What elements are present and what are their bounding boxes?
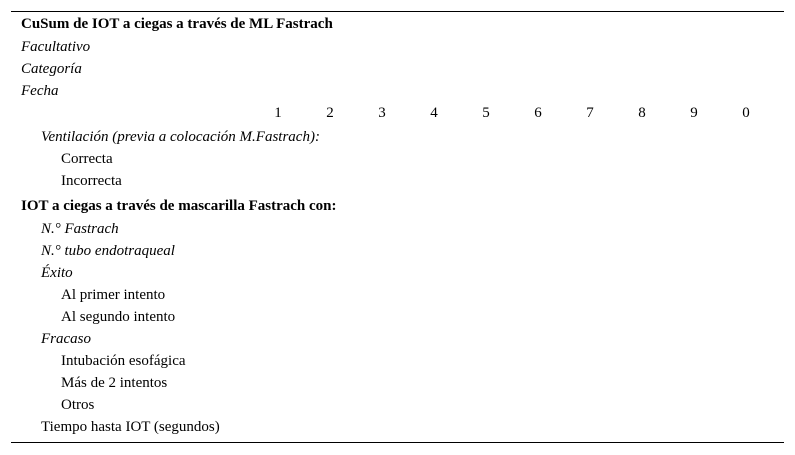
correcta-row xyxy=(11,148,784,170)
exito-row xyxy=(11,262,784,284)
column-number: 7 xyxy=(586,105,594,121)
column-number: 5 xyxy=(482,105,490,121)
column-header-row xyxy=(11,102,784,124)
segundo-intento-row xyxy=(11,306,784,328)
n-fastrach-label: N.° Fastrach xyxy=(41,221,119,237)
intubacion-esofagica-label: Intubación esofágica xyxy=(61,353,186,369)
n-fastrach-row xyxy=(11,218,784,240)
otros-row xyxy=(11,394,784,416)
otros-label: Otros xyxy=(61,397,95,413)
exito-label: Éxito xyxy=(41,265,73,281)
facultativo-label: Facultativo xyxy=(21,39,91,55)
primer-intento-label: Al primer intento xyxy=(61,287,166,303)
column-number: 4 xyxy=(430,105,438,121)
categoria-row xyxy=(11,58,784,80)
column-number: 9 xyxy=(690,105,698,121)
mas-de-2-row xyxy=(11,372,784,394)
fecha-row xyxy=(11,80,784,102)
segundo-intento-label: Al segundo intento xyxy=(61,309,176,325)
title-row xyxy=(11,13,784,35)
mas-de-2-label: Más de 2 intentos xyxy=(61,375,168,391)
n-tubo-row xyxy=(11,240,784,262)
incorrecta-label: Incorrecta xyxy=(61,173,122,189)
column-number: 8 xyxy=(638,105,646,121)
n-tubo-label: N.° tubo endotraqueal xyxy=(41,243,175,259)
facultativo-row xyxy=(11,36,784,58)
fecha-label: Fecha xyxy=(21,83,59,99)
correcta-label: Correcta xyxy=(61,151,113,167)
fracaso-label: Fracaso xyxy=(41,331,91,347)
iot-heading: IOT a ciegas a través de mascarilla Fastrach con: xyxy=(21,198,337,214)
column-number: 6 xyxy=(534,105,542,121)
fracaso-row xyxy=(11,328,784,350)
ventilacion-label: Ventilación (previa a colocación M.Fastrach): xyxy=(41,129,320,145)
primer-intento-row xyxy=(11,284,784,306)
intubacion-esofagica-row xyxy=(11,350,784,372)
tiempo-row xyxy=(11,416,784,438)
cusum-table xyxy=(11,11,784,443)
column-number: 2 xyxy=(326,105,334,121)
incorrecta-row xyxy=(11,170,784,192)
column-number: 3 xyxy=(378,105,386,121)
iot-heading-row xyxy=(11,195,784,217)
categoria-label: Categoría xyxy=(21,61,82,77)
tiempo-label: Tiempo hasta IOT (segundos) xyxy=(41,419,220,435)
table-title: CuSum de IOT a ciegas a través de ML Fastrach xyxy=(21,16,333,32)
column-number: 0 xyxy=(742,105,750,121)
column-number: 1 xyxy=(274,105,282,121)
ventilacion-row xyxy=(11,126,784,148)
